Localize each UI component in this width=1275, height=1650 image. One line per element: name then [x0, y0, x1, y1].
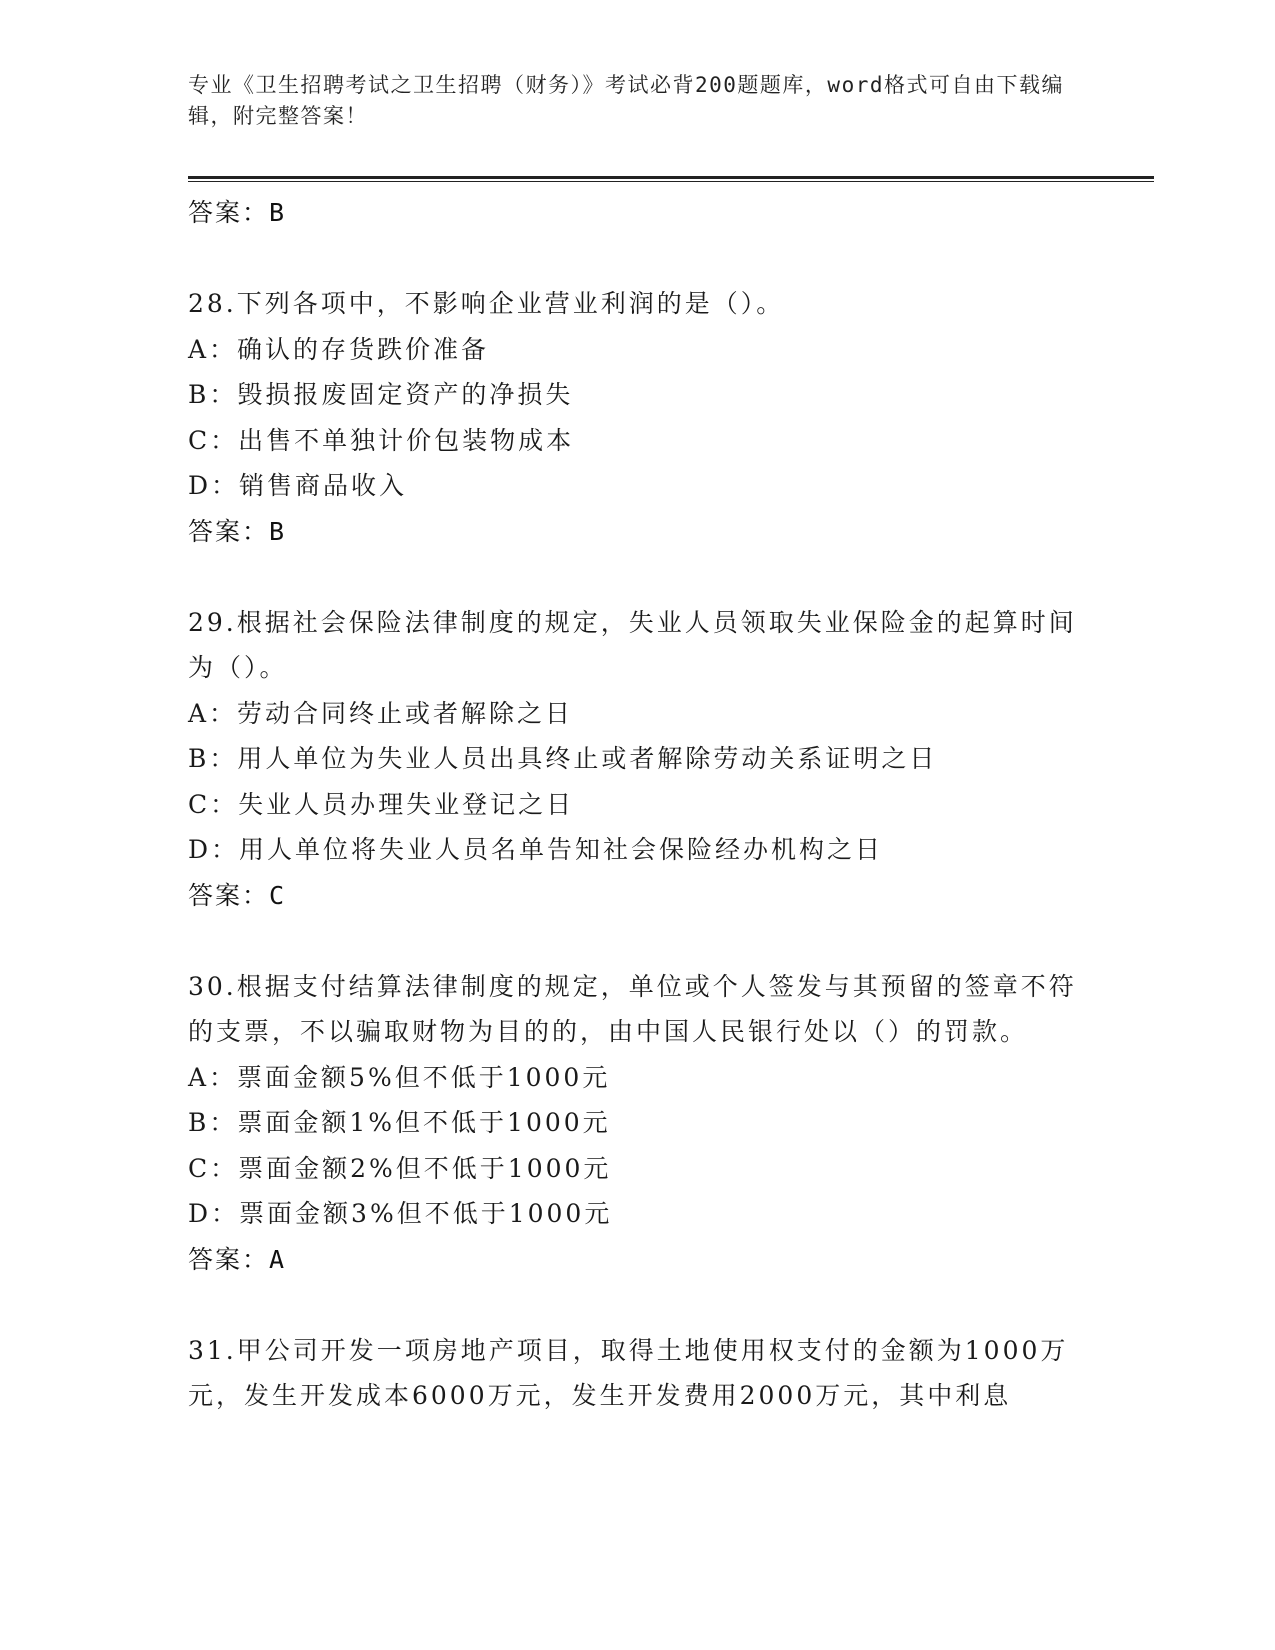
option-c: C：票面金额2%但不低于1000元 — [188, 1153, 612, 1183]
header-text: 专业《卫生招聘考试之卫生招聘（财务）》考试必背200题题库，word格式可自由下载编辑，附完整答案！ — [188, 73, 1064, 128]
header-divider-thin — [188, 181, 1154, 182]
spacer — [188, 554, 1078, 600]
question-stem: 29.根据社会保险法律制度的规定，失业人员领取失业保险金的起算时间为（）。 — [188, 607, 1077, 682]
question-stem: 31.甲公司开发一项房地产项目，取得土地使用权支付的金额为1000万元，发生开发成本6000万元，发生开发费用2000万元，其中利息 — [188, 1335, 1069, 1410]
header-divider-thick — [188, 176, 1154, 179]
option-b: B：用人单位为失业人员出具终止或者解除劳动关系证明之日 — [188, 744, 938, 773]
option-b: B：毁损报废固定资产的净损失 — [188, 380, 574, 409]
answer-line: 答案：A — [188, 1244, 287, 1274]
option-d: D：销售商品收入 — [188, 471, 408, 500]
option-c: C：失业人员办理失业登记之日 — [188, 789, 575, 819]
option-d: D：票面金额3%但不低于1000元 — [188, 1199, 613, 1228]
spacer — [188, 918, 1078, 964]
option-c: C：出售不单独计价包装物成本 — [188, 425, 575, 455]
answer-line: 答案：B — [188, 516, 287, 546]
spacer — [188, 236, 1078, 282]
option-b: B：票面金额1%但不低于1000元 — [188, 1108, 611, 1137]
question-stem: 30.根据支付结算法律制度的规定，单位或个人签发与其预留的签章不符的支票，不以骗取财物为目的的，由中国人民银行处以（）的罚款。 — [188, 971, 1077, 1046]
question-list — [188, 190, 1078, 1419]
document-header — [188, 70, 1088, 132]
option-d: D：用人单位将失业人员名单告知社会保险经办机构之日 — [188, 835, 884, 864]
option-a: A：确认的存货跌价准备 — [188, 334, 490, 364]
option-a: A：票面金额5%但不低于1000元 — [188, 1062, 611, 1092]
question-stem: 28.下列各项中，不影响企业营业利润的是（）。 — [188, 289, 785, 318]
answer-line: 答案：B — [188, 198, 287, 227]
option-a: A：劳动合同终止或者解除之日 — [188, 698, 574, 728]
answer-line: 答案：C — [188, 880, 287, 910]
spacer — [188, 1282, 1078, 1328]
